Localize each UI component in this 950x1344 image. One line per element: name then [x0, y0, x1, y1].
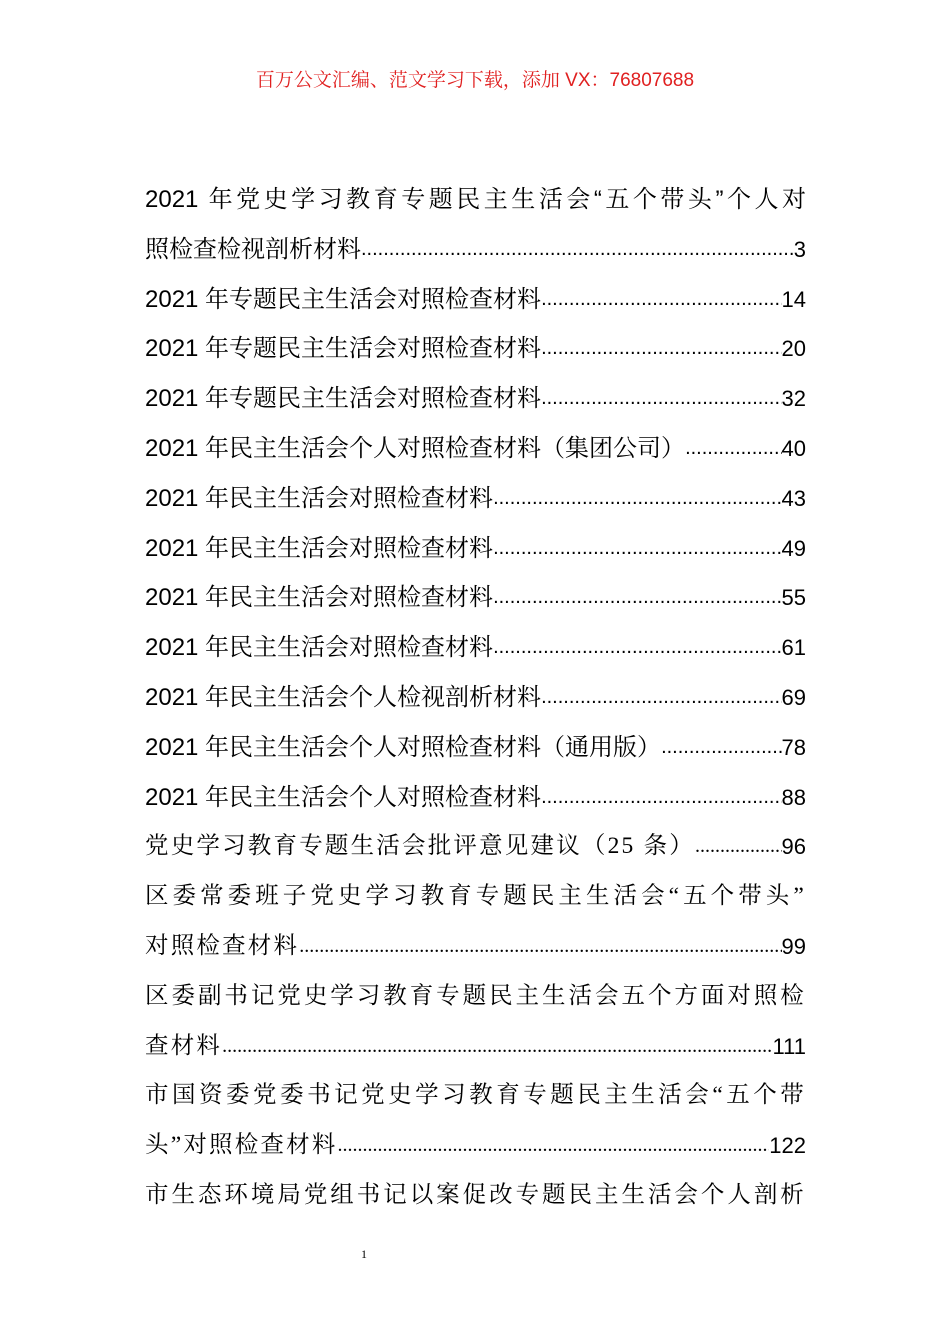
toc-page-number: 20: [781, 336, 806, 362]
toc-entry-title: 2021 年民主生活会个人对照检查材料（集团公司）: [145, 434, 686, 462]
toc-page-number: 69: [781, 684, 806, 710]
dot-leader: [541, 374, 781, 424]
toc-entry-title: 2021 年民主生活会对照检查材料: [145, 534, 494, 562]
toc-entry-line: [145, 424, 806, 474]
toc-entry-line: [145, 1121, 806, 1171]
table-of-contents: [145, 175, 806, 1221]
toc-entry-title: 2021 年民主生活会对照检查材料: [145, 634, 494, 662]
dot-leader: [541, 773, 781, 823]
toc-page-number: 43: [781, 485, 806, 511]
toc-entry[interactable]: [145, 822, 806, 872]
toc-page-number: 40: [781, 435, 806, 461]
toc-entry-line: [145, 374, 806, 424]
toc-entry[interactable]: [145, 872, 806, 972]
dot-leader: [299, 922, 781, 972]
toc-entry[interactable]: [145, 972, 806, 1072]
toc-entry[interactable]: [145, 324, 806, 374]
toc-entry[interactable]: [145, 524, 806, 574]
toc-entry-line: [145, 623, 806, 673]
toc-page-number: 88: [781, 784, 806, 810]
toc-entry-line: [145, 1022, 806, 1072]
toc-entry-line: [145, 1171, 806, 1221]
dot-leader: [493, 573, 781, 623]
toc-entry[interactable]: [145, 1171, 806, 1221]
toc-entry[interactable]: [145, 474, 806, 524]
toc-entry[interactable]: [145, 275, 806, 325]
toc-entry[interactable]: [145, 1071, 806, 1171]
toc-entry-title: 查材料: [145, 1032, 223, 1059]
toc-page-number: 14: [781, 286, 806, 312]
dot-leader: [361, 225, 794, 275]
toc-entry[interactable]: [145, 374, 806, 424]
toc-entry-line: [145, 275, 806, 325]
watermark-header: 百万公文汇编、范文学习下载，添加 VX：76807688: [255, 70, 695, 91]
toc-entry-line: [145, 573, 806, 623]
toc-entry-title: 2021 年党史学习教育专题民主生活会“五个带头”个人对: [145, 186, 806, 213]
toc-entry-line: [145, 1071, 806, 1121]
dot-leader: [338, 1121, 770, 1171]
toc-entry-line: [145, 175, 806, 225]
toc-entry[interactable]: [145, 424, 806, 474]
dot-leader: [493, 623, 781, 673]
dot-leader: [541, 324, 781, 374]
dot-leader: [222, 1022, 772, 1072]
toc-entry-title: 市生态环境局党组书记以案促改专题民主生活会个人剖析: [145, 1181, 806, 1208]
toc-entry-line: [145, 524, 806, 574]
toc-entry-line: [145, 972, 806, 1022]
toc-entry[interactable]: [145, 175, 806, 275]
toc-entry-title: 市国资委党委书记党史学习教育专题民主生活会“五个带: [145, 1082, 806, 1109]
toc-entry-title: 2021 年专题民主生活会对照检查材料: [145, 285, 542, 313]
toc-entry-line: [145, 872, 806, 922]
toc-entry-title: 2021 年专题民主生活会对照检查材料: [145, 385, 542, 413]
toc-entry-title: 2021 年专题民主生活会对照检查材料: [145, 335, 542, 363]
dot-leader: [541, 673, 781, 723]
toc-page-number: 122: [769, 1133, 806, 1159]
toc-entry[interactable]: [145, 623, 806, 673]
toc-page-number: 3: [793, 236, 806, 262]
toc-entry-line: [145, 225, 806, 275]
toc-entry-line: [145, 723, 806, 773]
dot-leader: [541, 275, 781, 325]
toc-page-number: 78: [781, 734, 806, 760]
toc-entry-line: [145, 922, 806, 972]
toc-entry[interactable]: [145, 573, 806, 623]
toc-entry-title: 照检查检视剖析材料: [145, 235, 361, 263]
toc-page-number: 99: [781, 933, 806, 959]
toc-entry-line: [145, 773, 806, 823]
toc-entry-line: [145, 673, 806, 723]
toc-page-number: 55: [781, 585, 806, 611]
toc-entry-title: 对照检查材料: [145, 932, 300, 959]
toc-page-number: 32: [781, 386, 806, 412]
toc-entry[interactable]: [145, 773, 806, 823]
toc-entry-line: [145, 474, 806, 524]
toc-entry-title: 区委常委班子党史学习教育专题民主生活会“五个带头”: [145, 883, 806, 910]
toc-entry-title: 2021 年民主生活会对照检查材料: [145, 584, 494, 612]
toc-page-number: 96: [781, 834, 806, 860]
toc-entry-title: 头”对照检查材料: [145, 1132, 338, 1159]
toc-page-number: 111: [772, 1033, 806, 1059]
dot-leader: [685, 424, 781, 474]
dot-leader: [493, 524, 781, 574]
toc-entry-line: [145, 822, 806, 872]
toc-entry[interactable]: [145, 673, 806, 723]
toc-page-number: 49: [781, 535, 806, 561]
dot-leader: [493, 474, 781, 524]
toc-entry-line: [145, 324, 806, 374]
toc-entry-title: 区委副书记党史学习教育专题民主生活会五个方面对照检: [145, 982, 806, 1009]
toc-entry-title: 2021 年民主生活会个人对照检查材料（通用版）: [145, 733, 662, 761]
toc-page-number: 61: [781, 635, 806, 661]
toc-entry-title: 2021 年民主生活会对照检查材料: [145, 484, 494, 512]
dot-leader: [661, 723, 781, 773]
dot-leader: [695, 822, 782, 872]
toc-entry-title: 2021 年民主生活会个人对照检查材料: [145, 783, 542, 811]
toc-entry-title: 2021 年民主生活会个人检视剖析材料: [145, 683, 542, 711]
toc-entry[interactable]: [145, 723, 806, 773]
page-number: 1: [361, 1247, 367, 1261]
toc-entry-title: 党史学习教育专题生活会批评意见建议（25 条）: [145, 833, 695, 860]
